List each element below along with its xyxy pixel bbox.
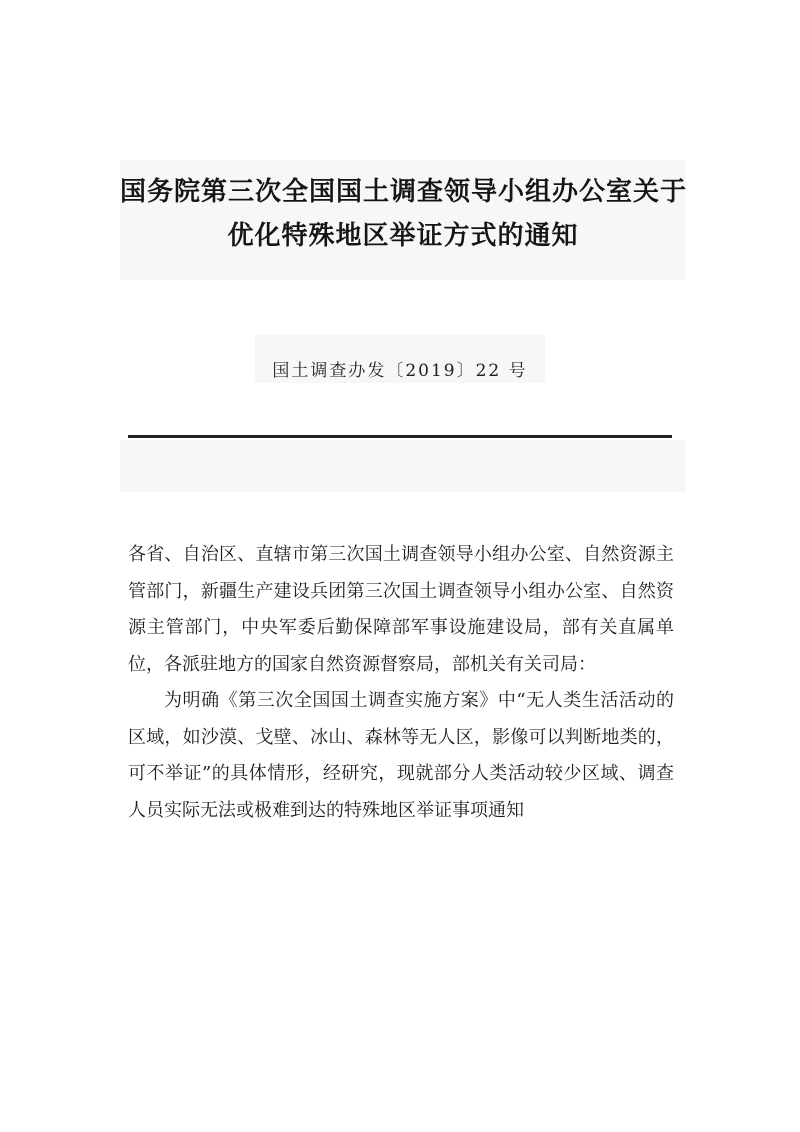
body-paragraph: 为明确《第三次全国国土调查实施方案》中“无人类生活活动的区域，如沙漠、戈壁、冰山、森林等无人区，影像可以判断地类的，可不举证”的具体情形，经研究，现就部分人类活动较少区域、调查人员实际无法或极难到达的特殊地区举证事项通知 (128, 690, 674, 821)
document-number: 国土调查办发〔2019〕22 号 (272, 361, 528, 381)
title-line-1: 国务院第三次全国国土调查领导小组办公室关于 (120, 177, 688, 207)
scan-shading (120, 440, 686, 492)
document-title (120, 170, 686, 258)
document-body (128, 537, 674, 829)
addressees-paragraph: 各省、自治区、直辖市第三次国土调查领导小组办公室、自然资源主管部门，新疆生产建设兵团第三次国土调查领导小组办公室、自然资源主管部门，中央军委后勤保障部军事设施建设局，部有关直属单位，各派驻地方的国家自然资源督察局，部机关有关司局： (128, 544, 674, 675)
header-rule (128, 435, 672, 438)
title-line-2: 优化特殊地区举证方式的通知 (227, 221, 579, 251)
